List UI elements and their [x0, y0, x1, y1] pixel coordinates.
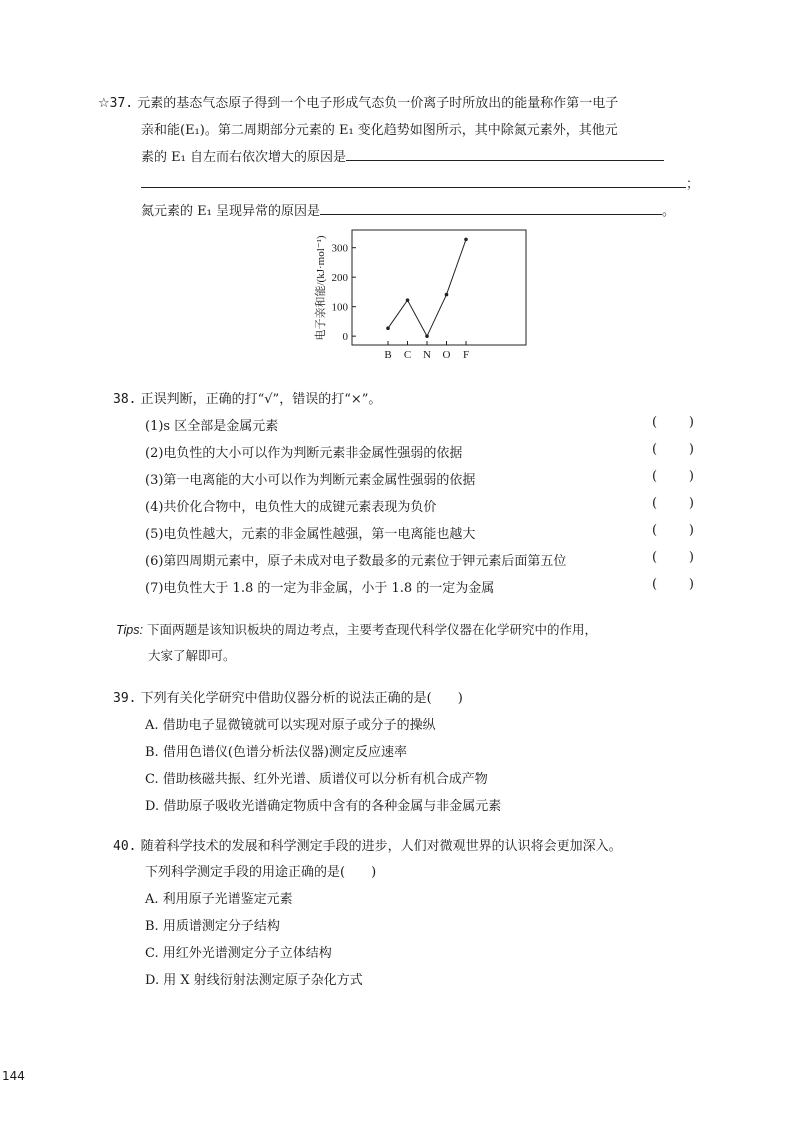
q38-title: 正误判断，正确的打“√”，错误的打“×”。	[140, 392, 382, 407]
q39-stem-line	[113, 687, 463, 706]
q38-number: 38.	[113, 392, 137, 407]
q39-option: A. 借助电子显微镜就可以实现对原子或分子的操纵	[145, 718, 436, 733]
q37-line4-end: ；	[686, 177, 700, 192]
q40-stem-line1	[113, 835, 622, 854]
paren-open: (	[652, 577, 658, 592]
q39-stem: 下列有关化学研究中借助仪器分析的说法正确的是( )	[140, 691, 463, 706]
q37-line5	[141, 200, 675, 219]
q37-text-line2: 亲和能(E₁)。第二周期部分元素的 E₁ 变化趋势如图所示，其中除氮元素外，其他元	[141, 123, 618, 138]
paren-open: (	[652, 550, 658, 565]
q37-text-line5: 氮元素的 E₁ 呈现异常的原因是	[141, 204, 320, 219]
page-number: 144	[2, 1069, 25, 1083]
q40-stem2: 下列科学测定手段的用途正确的是( )	[145, 865, 377, 880]
q40-option: D. 用 X 射线衍射法测定原子杂化方式	[145, 973, 363, 988]
q38-item: (4)共价化合物中，电负性大的成键元素表现为负价	[145, 500, 437, 515]
q37-text-line3: 素的 E₁ 自左而右依次增大的原因是	[141, 150, 346, 165]
q38-item: (7)电负性大于 1.8 的一定为非金属，小于 1.8 的一定为金属	[145, 581, 495, 596]
paren-close: )	[688, 577, 694, 592]
paren-close: )	[688, 469, 694, 484]
answer-blank-1[interactable]	[346, 148, 664, 161]
data-point	[425, 334, 429, 338]
paren-open: (	[652, 523, 658, 538]
paren-close: )	[688, 550, 694, 565]
x-tick-label: C	[403, 349, 412, 361]
answer-blank-2[interactable]	[141, 175, 686, 188]
y-tick-label: 0	[342, 331, 348, 344]
q37-line1	[98, 92, 618, 111]
q37-text-line1: 元素的基态气态原子得到一个电子形成气态负一价离子时所放出的能量称作第一电子	[137, 96, 619, 111]
paren-open: (	[652, 469, 658, 484]
tips-line1	[116, 620, 597, 638]
series-line	[388, 239, 466, 336]
data-point	[464, 238, 468, 242]
q37-number: 37.	[109, 96, 134, 111]
electron-affinity-chart	[310, 222, 540, 362]
chart-frame	[352, 230, 526, 345]
q37-line4	[141, 173, 699, 192]
q40-option: B. 用质谱测定分子结构	[145, 919, 280, 934]
paren-open: (	[652, 415, 658, 430]
y-tick-label: 100	[331, 301, 348, 314]
paren-open: (	[652, 496, 658, 511]
x-tick-label: B	[384, 349, 392, 361]
q40-number: 40.	[113, 839, 137, 854]
q40-stem1: 随着科学技术的发展和科学测定手段的进步，人们对微观世界的认识将会更加深入。	[140, 839, 622, 854]
answer-blank-3[interactable]	[320, 202, 662, 215]
q38-item: (6)第四周期元素中，原子未成对电子数最多的元素位于钾元素后面第五位	[145, 554, 567, 569]
q38-item: (3)第一电离能的大小可以作为判断元素金属性强弱的依据	[145, 473, 476, 488]
data-point	[386, 326, 390, 330]
data-point	[445, 293, 449, 297]
q38-item: (1)s 区全部是金属元素	[145, 419, 279, 434]
answer-parentheses[interactable]	[652, 577, 694, 592]
paren-close: )	[688, 523, 694, 538]
y-tick-label: 200	[331, 272, 348, 285]
paren-close: )	[688, 415, 694, 430]
q40-option: C. 用红外光谱测定分子立体结构	[145, 946, 332, 961]
q40-option: A. 利用原子光谱鉴定元素	[145, 892, 293, 907]
q39-option: D. 借助原子吸收光谱确定物质中含有的各种金属与非金属元素	[145, 799, 502, 814]
answer-parentheses[interactable]	[652, 523, 694, 538]
q38-item: (2)电负性的大小可以作为判断元素非金属性强弱的依据	[145, 446, 463, 461]
answer-parentheses[interactable]	[652, 469, 694, 484]
paren-open: (	[652, 442, 658, 457]
data-point	[406, 298, 410, 302]
q39-number: 39.	[113, 691, 137, 706]
x-tick-label: F	[462, 349, 470, 361]
x-tick-label: O	[442, 349, 451, 361]
q37-line5-end: 。	[661, 204, 675, 219]
tips-text-line2: 大家了解即可。	[148, 648, 236, 663]
paren-close: )	[688, 496, 694, 511]
y-axis-label: 电子亲和能/(kJ·mol⁻¹)	[315, 235, 327, 341]
tips-label: Tips:	[116, 623, 143, 637]
paren-close: )	[688, 442, 694, 457]
q39-option: B. 借用色谱仪(色谱分析法仪器)测定反应速率	[145, 745, 407, 760]
star-icon: ☆	[98, 96, 110, 111]
answer-parentheses[interactable]	[652, 442, 694, 457]
answer-parentheses[interactable]	[652, 496, 694, 511]
y-tick-label: 300	[331, 242, 348, 255]
q37-line3	[141, 146, 664, 165]
q39-option: C. 借助核磁共振、红外光谱、质谱仪可以分析有机合成产物	[145, 772, 488, 787]
q38-title-line	[113, 388, 381, 407]
answer-parentheses[interactable]	[652, 415, 694, 430]
answer-parentheses[interactable]	[652, 550, 694, 565]
q38-item: (5)电负性越大，元素的非金属性越强，第一电离能也越大	[145, 527, 476, 542]
tips-text-line1: 下面两题是该知识板块的周边考点，主要考查现代科学仪器在化学研究中的作用，	[146, 622, 597, 637]
x-tick-label: N	[423, 349, 431, 361]
